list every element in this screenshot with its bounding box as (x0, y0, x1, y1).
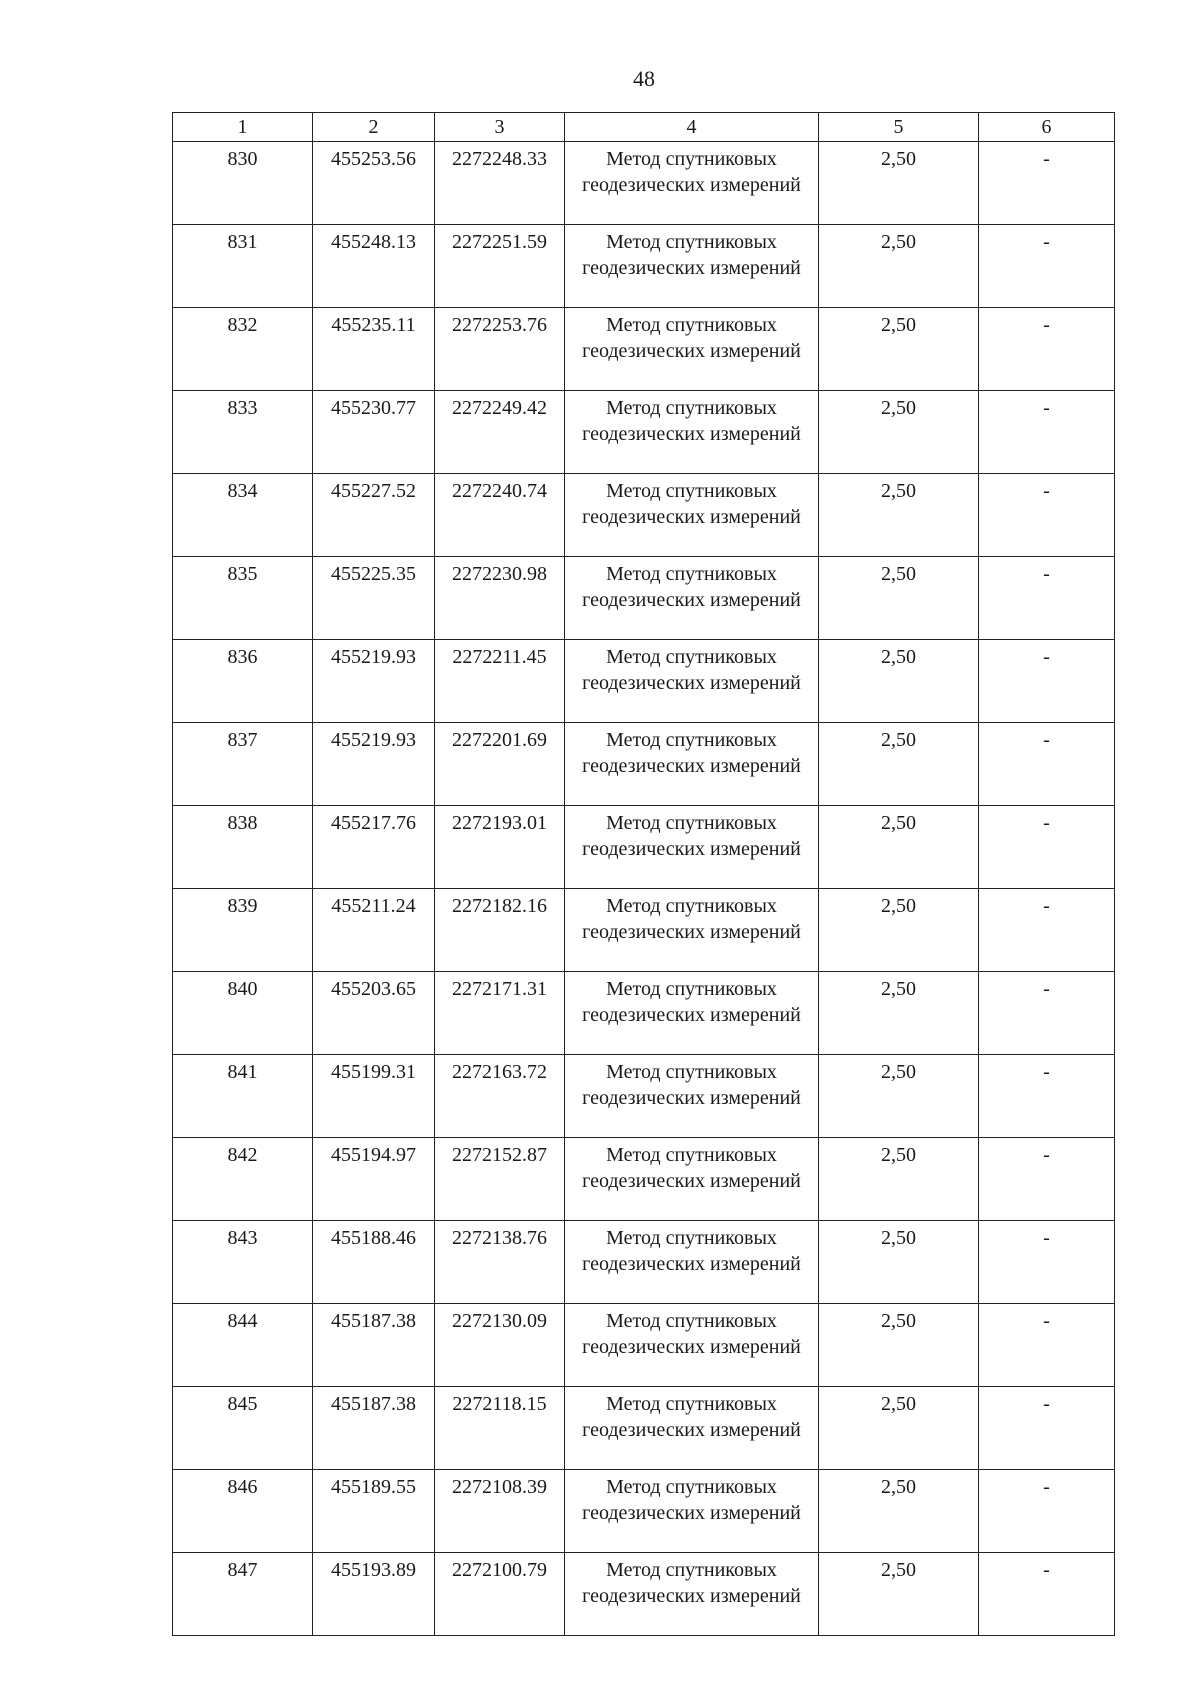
point-number-cell: 837 (173, 723, 313, 806)
accuracy-cell: 2,50 (819, 889, 979, 972)
accuracy-cell: 2,50 (819, 1055, 979, 1138)
method-cell (565, 225, 819, 308)
accuracy-cell: 2,50 (819, 1138, 979, 1221)
y-coordinate-cell: 2272182.16 (435, 889, 565, 972)
table-row (173, 1553, 1115, 1636)
point-number-cell: 842 (173, 1138, 313, 1221)
method-text: Метод спутниковых геодезических измерений (582, 1227, 801, 1275)
y-coordinate-cell: 2272118.15 (435, 1387, 565, 1470)
table-row (173, 1470, 1115, 1553)
x-coordinate-cell: 455193.89 (313, 1553, 435, 1636)
method-text: Метод спутниковых геодезических измерений (582, 1144, 801, 1192)
method-text: Метод спутниковых геодезических измерений (582, 314, 801, 362)
y-coordinate-cell: 2272251.59 (435, 225, 565, 308)
method-text: Метод спутниковых геодезических измерений (582, 480, 801, 528)
method-text: Метод спутниковых геодезических измерений (582, 1061, 801, 1109)
point-number-cell: 835 (173, 557, 313, 640)
description-cell: - (979, 806, 1115, 889)
method-text: Метод спутниковых геодезических измерений (582, 397, 801, 445)
header-col-4: 4 (565, 113, 819, 142)
method-cell (565, 723, 819, 806)
method-cell (565, 1470, 819, 1553)
description-cell: - (979, 225, 1115, 308)
method-text: Метод спутниковых геодезических измерений (582, 231, 801, 279)
description-cell: - (979, 142, 1115, 225)
y-coordinate-cell: 2272240.74 (435, 474, 565, 557)
y-coordinate-cell: 2272230.98 (435, 557, 565, 640)
accuracy-cell: 2,50 (819, 972, 979, 1055)
method-text: Метод спутниковых геодезических измерений (582, 646, 801, 694)
description-cell: - (979, 1553, 1115, 1636)
accuracy-cell: 2,50 (819, 1553, 979, 1636)
description-cell: - (979, 1304, 1115, 1387)
accuracy-cell: 2,50 (819, 1387, 979, 1470)
method-cell (565, 1138, 819, 1221)
accuracy-cell: 2,50 (819, 557, 979, 640)
method-cell (565, 1553, 819, 1636)
accuracy-cell: 2,50 (819, 723, 979, 806)
y-coordinate-cell: 2272130.09 (435, 1304, 565, 1387)
method-cell (565, 1221, 819, 1304)
method-text: Метод спутниковых геодезических измерений (582, 148, 801, 196)
accuracy-cell: 2,50 (819, 142, 979, 225)
method-text: Метод спутниковых геодезических измерений (582, 729, 801, 777)
method-text: Метод спутниковых геодезических измерений (582, 563, 801, 611)
table-row (173, 557, 1115, 640)
method-cell (565, 1055, 819, 1138)
x-coordinate-cell: 455199.31 (313, 1055, 435, 1138)
x-coordinate-cell: 455187.38 (313, 1387, 435, 1470)
point-number-cell: 832 (173, 308, 313, 391)
x-coordinate-cell: 455219.93 (313, 640, 435, 723)
x-coordinate-cell: 455225.35 (313, 557, 435, 640)
method-cell (565, 474, 819, 557)
accuracy-cell: 2,50 (819, 1221, 979, 1304)
x-coordinate-cell: 455235.11 (313, 308, 435, 391)
x-coordinate-cell: 455203.65 (313, 972, 435, 1055)
y-coordinate-cell: 2272100.79 (435, 1553, 565, 1636)
table-row (173, 225, 1115, 308)
x-coordinate-cell: 455230.77 (313, 391, 435, 474)
method-cell (565, 557, 819, 640)
method-text: Метод спутниковых геодезических измерений (582, 978, 801, 1026)
x-coordinate-cell: 455194.97 (313, 1138, 435, 1221)
accuracy-cell: 2,50 (819, 308, 979, 391)
point-number-cell: 834 (173, 474, 313, 557)
method-cell (565, 308, 819, 391)
table-row (173, 1221, 1115, 1304)
x-coordinate-cell: 455227.52 (313, 474, 435, 557)
y-coordinate-cell: 2272201.69 (435, 723, 565, 806)
point-number-cell: 836 (173, 640, 313, 723)
y-coordinate-cell: 2272152.87 (435, 1138, 565, 1221)
x-coordinate-cell: 455187.38 (313, 1304, 435, 1387)
point-number-cell: 843 (173, 1221, 313, 1304)
header-col-6: 6 (979, 113, 1115, 142)
header-col-1: 1 (173, 113, 313, 142)
table-row (173, 474, 1115, 557)
accuracy-cell: 2,50 (819, 474, 979, 557)
point-number-cell: 844 (173, 1304, 313, 1387)
table-row (173, 391, 1115, 474)
method-cell (565, 142, 819, 225)
x-coordinate-cell: 455211.24 (313, 889, 435, 972)
table-row (173, 1055, 1115, 1138)
point-number-cell: 847 (173, 1553, 313, 1636)
table-row (173, 640, 1115, 723)
point-number-cell: 841 (173, 1055, 313, 1138)
table-row (173, 889, 1115, 972)
coordinates-table (172, 112, 1115, 1636)
accuracy-cell: 2,50 (819, 1304, 979, 1387)
table-body (173, 142, 1115, 1636)
y-coordinate-cell: 2272211.45 (435, 640, 565, 723)
accuracy-cell: 2,50 (819, 391, 979, 474)
table-row (173, 1387, 1115, 1470)
accuracy-cell: 2,50 (819, 225, 979, 308)
method-text: Метод спутниковых геодезических измерений (582, 1310, 801, 1358)
y-coordinate-cell: 2272253.76 (435, 308, 565, 391)
method-text: Метод спутниковых геодезических измерений (582, 1476, 801, 1524)
table-row (173, 972, 1115, 1055)
description-cell: - (979, 557, 1115, 640)
x-coordinate-cell: 455219.93 (313, 723, 435, 806)
point-number-cell: 830 (173, 142, 313, 225)
accuracy-cell: 2,50 (819, 640, 979, 723)
description-cell: - (979, 1138, 1115, 1221)
table-row (173, 1138, 1115, 1221)
description-cell: - (979, 972, 1115, 1055)
point-number-cell: 840 (173, 972, 313, 1055)
description-cell: - (979, 1055, 1115, 1138)
y-coordinate-cell: 2272193.01 (435, 806, 565, 889)
description-cell: - (979, 1221, 1115, 1304)
y-coordinate-cell: 2272248.33 (435, 142, 565, 225)
x-coordinate-cell: 455253.56 (313, 142, 435, 225)
table-row (173, 806, 1115, 889)
table-header-row (173, 113, 1115, 142)
y-coordinate-cell: 2272249.42 (435, 391, 565, 474)
point-number-cell: 846 (173, 1470, 313, 1553)
y-coordinate-cell: 2272171.31 (435, 972, 565, 1055)
method-cell (565, 640, 819, 723)
table-row (173, 723, 1115, 806)
x-coordinate-cell: 455188.46 (313, 1221, 435, 1304)
accuracy-cell: 2,50 (819, 1470, 979, 1553)
method-cell (565, 972, 819, 1055)
description-cell: - (979, 474, 1115, 557)
table-row (173, 308, 1115, 391)
method-cell (565, 391, 819, 474)
point-number-cell: 833 (173, 391, 313, 474)
page-number: 48 (633, 66, 655, 91)
point-number-cell: 845 (173, 1387, 313, 1470)
method-text: Метод спутниковых геодезических измерений (582, 895, 801, 943)
x-coordinate-cell: 455248.13 (313, 225, 435, 308)
description-cell: - (979, 889, 1115, 972)
description-cell: - (979, 723, 1115, 806)
method-cell (565, 1387, 819, 1470)
method-text: Метод спутниковых геодезических измерений (582, 1393, 801, 1441)
header-col-2: 2 (313, 113, 435, 142)
header-col-3: 3 (435, 113, 565, 142)
description-cell: - (979, 391, 1115, 474)
x-coordinate-cell: 455189.55 (313, 1470, 435, 1553)
point-number-cell: 831 (173, 225, 313, 308)
y-coordinate-cell: 2272163.72 (435, 1055, 565, 1138)
table-row (173, 142, 1115, 225)
description-cell: - (979, 308, 1115, 391)
description-cell: - (979, 1387, 1115, 1470)
header-col-5: 5 (819, 113, 979, 142)
method-cell (565, 1304, 819, 1387)
method-cell (565, 806, 819, 889)
description-cell: - (979, 1470, 1115, 1553)
description-cell: - (979, 640, 1115, 723)
method-text: Метод спутниковых геодезических измерений (582, 1559, 801, 1607)
point-number-cell: 838 (173, 806, 313, 889)
y-coordinate-cell: 2272108.39 (435, 1470, 565, 1553)
table-row (173, 1304, 1115, 1387)
accuracy-cell: 2,50 (819, 806, 979, 889)
point-number-cell: 839 (173, 889, 313, 972)
x-coordinate-cell: 455217.76 (313, 806, 435, 889)
method-cell (565, 889, 819, 972)
y-coordinate-cell: 2272138.76 (435, 1221, 565, 1304)
method-text: Метод спутниковых геодезических измерений (582, 812, 801, 860)
